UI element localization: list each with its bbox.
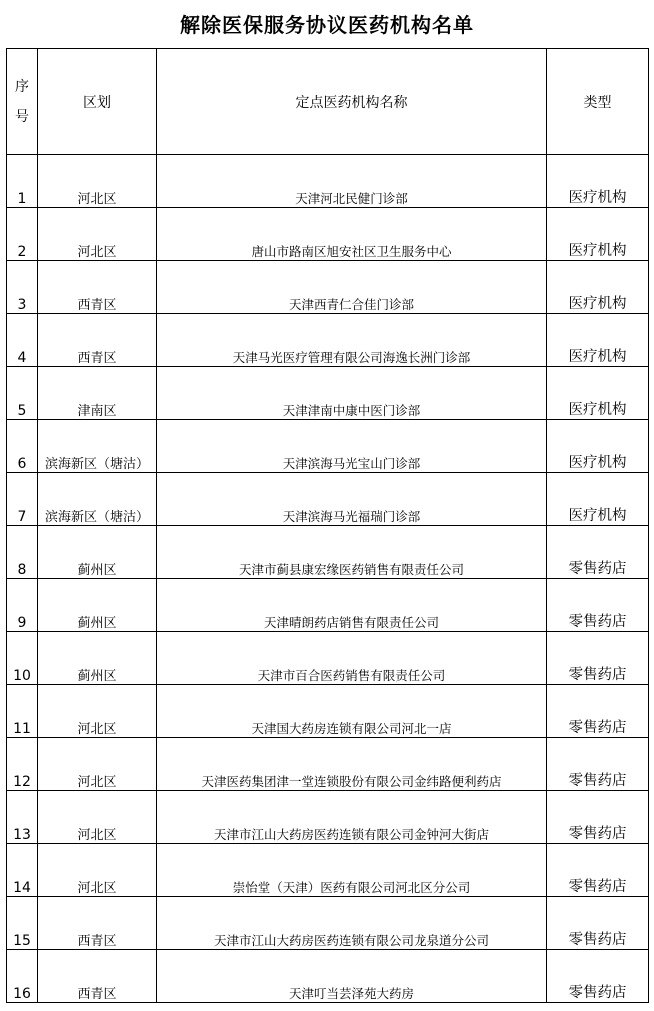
cell-district: 河北区: [38, 844, 157, 897]
cell-district: 河北区: [38, 155, 157, 208]
cell-type: 医疗机构: [547, 367, 649, 420]
cell-district: 河北区: [38, 685, 157, 738]
cell-district: 西青区: [38, 950, 157, 1003]
cell-serial-no: 3: [7, 261, 38, 314]
cell-district: 河北区: [38, 791, 157, 844]
cell-serial-no: 8: [7, 526, 38, 579]
cell-serial-no: 7: [7, 473, 38, 526]
cell-serial-no: 5: [7, 367, 38, 420]
cell-district: 西青区: [38, 261, 157, 314]
table-row: [7, 844, 649, 897]
cell-institution-name: 天津西青仁合佳门诊部: [157, 261, 547, 314]
table-row: [7, 897, 649, 950]
cell-type: 零售药店: [547, 897, 649, 950]
table-row: [7, 314, 649, 367]
cell-institution-name: 唐山市路南区旭安社区卫生服务中心: [157, 208, 547, 261]
cell-institution-name: 天津市江山大药房医药连锁有限公司金钟河大街店: [157, 791, 547, 844]
cell-serial-no: 13: [7, 791, 38, 844]
header-institution-name: 定点医药机构名称: [157, 49, 547, 155]
header-district: 区划: [38, 49, 157, 155]
cell-district: 西青区: [38, 897, 157, 950]
table-row: [7, 420, 649, 473]
table-row: [7, 367, 649, 420]
cell-type: 零售药店: [547, 632, 649, 685]
table-row: [7, 261, 649, 314]
cell-institution-name: 天津市江山大药房医药连锁有限公司龙泉道分公司: [157, 897, 547, 950]
cell-type: 零售药店: [547, 950, 649, 1003]
table-row: [7, 791, 649, 844]
cell-type: 医疗机构: [547, 208, 649, 261]
cell-institution-name: 天津马光医疗管理有限公司海逸长洲门诊部: [157, 314, 547, 367]
cell-type: 零售药店: [547, 526, 649, 579]
cell-serial-no: 1: [7, 155, 38, 208]
header-serial-no-line1: 序: [15, 78, 29, 95]
cell-district: 河北区: [38, 208, 157, 261]
cell-type: 零售药店: [547, 844, 649, 897]
table-row: [7, 738, 649, 791]
table-header-row: [7, 49, 649, 155]
cell-serial-no: 16: [7, 950, 38, 1003]
header-type: 类型: [547, 49, 649, 155]
table-row: [7, 579, 649, 632]
table-row: [7, 473, 649, 526]
cell-type: 零售药店: [547, 738, 649, 791]
cell-type: 医疗机构: [547, 314, 649, 367]
table-row: [7, 526, 649, 579]
cell-serial-no: 15: [7, 897, 38, 950]
cell-type: 零售药店: [547, 791, 649, 844]
header-serial-no: [7, 49, 38, 155]
cell-serial-no: 11: [7, 685, 38, 738]
cell-serial-no: 4: [7, 314, 38, 367]
cell-district: 滨海新区（塘沽）: [38, 473, 157, 526]
institution-table: [6, 48, 649, 1003]
table-row: [7, 155, 649, 208]
cell-district: 蓟州区: [38, 632, 157, 685]
cell-type: 零售药店: [547, 579, 649, 632]
cell-district: 西青区: [38, 314, 157, 367]
cell-serial-no: 12: [7, 738, 38, 791]
cell-serial-no: 9: [7, 579, 38, 632]
table-body: [7, 155, 649, 1003]
cell-district: 津南区: [38, 367, 157, 420]
cell-serial-no: 6: [7, 420, 38, 473]
page-title: 解除医保服务协议医药机构名单: [180, 13, 474, 37]
cell-serial-no: 14: [7, 844, 38, 897]
cell-institution-name: 天津医药集团津一堂连锁股份有限公司金纬路便利药店: [157, 738, 547, 791]
table-row: [7, 950, 649, 1003]
cell-district: 蓟州区: [38, 579, 157, 632]
table-row: [7, 632, 649, 685]
cell-serial-no: 10: [7, 632, 38, 685]
header-serial-no-line2: 号: [15, 108, 29, 125]
cell-district: 滨海新区（塘沽）: [38, 420, 157, 473]
cell-institution-name: 天津滨海马光宝山门诊部: [157, 420, 547, 473]
cell-type: 医疗机构: [547, 473, 649, 526]
cell-institution-name: 天津津南中康中医门诊部: [157, 367, 547, 420]
table-row: [7, 685, 649, 738]
cell-institution-name: 天津叮当芸泽苑大药房: [157, 950, 547, 1003]
cell-institution-name: 天津滨海马光福瑞门诊部: [157, 473, 547, 526]
table-row: [7, 208, 649, 261]
cell-district: 蓟州区: [38, 526, 157, 579]
cell-type: 医疗机构: [547, 155, 649, 208]
cell-institution-name: 天津河北民健门诊部: [157, 155, 547, 208]
cell-type: 医疗机构: [547, 261, 649, 314]
cell-type: 零售药店: [547, 685, 649, 738]
cell-institution-name: 天津市蓟县康宏缘医药销售有限责任公司: [157, 526, 547, 579]
cell-district: 河北区: [38, 738, 157, 791]
cell-institution-name: 天津国大药房连锁有限公司河北一店: [157, 685, 547, 738]
cell-institution-name: 崇怡堂（天津）医药有限公司河北区分公司: [157, 844, 547, 897]
cell-type: 医疗机构: [547, 420, 649, 473]
cell-institution-name: 天津市百合医药销售有限责任公司: [157, 632, 547, 685]
cell-institution-name: 天津晴朗药店销售有限责任公司: [157, 579, 547, 632]
cell-serial-no: 2: [7, 208, 38, 261]
